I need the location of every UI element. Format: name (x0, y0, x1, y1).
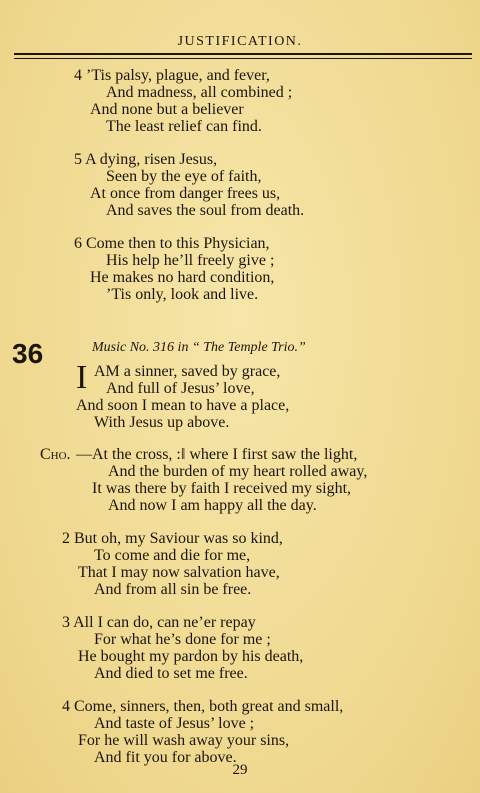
verse-line: 3 All I can do, can ne’er repay (62, 614, 256, 631)
verse-line: And died to set me free. (94, 665, 248, 682)
verse-line: That I may now salvation have, (78, 564, 280, 581)
chorus-line: And the burden of my heart rolled away, (108, 463, 368, 480)
verse-line: 5 A dying, risen Jesus, (74, 151, 218, 168)
chorus-line: It was there by faith I received my sight, (92, 480, 352, 497)
verse-line: And soon I mean to have a place, (76, 397, 290, 414)
verse-line: For he will wash away your sins, (78, 732, 290, 749)
chorus-label: Cho. (40, 446, 71, 463)
verse-line: His help he’ll freely give ; (106, 252, 275, 269)
verse-line: The least relief can find. (106, 118, 262, 135)
verse-line: 4 Come, sinners, then, both great and small, (62, 698, 344, 715)
verse-line: And fit you for above. (94, 749, 237, 766)
verse-line: For what he’s done for me ; (94, 631, 271, 648)
verse-line: 6 Come then to this Physician, (74, 235, 270, 252)
hymn-number: 36 (12, 338, 44, 369)
drop-cap: I (76, 359, 88, 396)
header-rule (14, 53, 472, 55)
header-rule-thin (14, 58, 472, 59)
verse-line: ’Tis only, look and live. (106, 286, 259, 303)
verse-line: With Jesus up above. (94, 414, 230, 431)
verse-line: Seen by the eye of faith, (106, 168, 262, 185)
verse-line: And none but a believer (90, 101, 244, 118)
verse-line: AM a sinner, saved by grace, (94, 363, 281, 380)
verse-line: He makes no hard condition, (90, 269, 275, 286)
running-header: JUSTIFICATION. (177, 34, 303, 49)
verse-line: And from all sin be free. (94, 581, 252, 598)
verse-line: And full of Jesus’ love, (106, 380, 255, 397)
verse-line: And taste of Jesus’ love ; (94, 715, 255, 732)
verse-line: And saves the soul from death. (106, 202, 305, 219)
verse-line: And madness, all combined ; (106, 84, 293, 101)
verse-line: 4 ’Tis palsy, plague, and fever, (74, 67, 270, 84)
verse-line: At once from danger frees us, (90, 185, 281, 202)
chorus-line: —At the cross, :‖ where I first saw the light, (76, 446, 358, 463)
verse-line: 2 But oh, my Saviour was so kind, (62, 530, 283, 547)
verse-line: He bought my pardon by his death, (78, 648, 304, 665)
music-reference: Music No. 316 in “ The Temple Trio.” (92, 340, 306, 355)
page-number: 29 (232, 762, 248, 778)
chorus-line: And now I am happy all the day. (108, 497, 317, 514)
verse-line: To come and die for me, (94, 547, 251, 564)
